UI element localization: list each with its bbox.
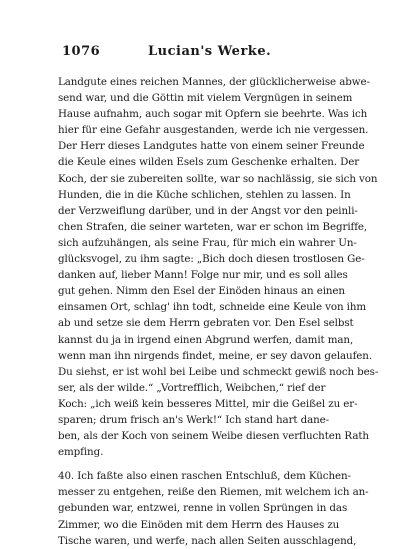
text-line: empfing. (58, 446, 104, 459)
body-text (58, 74, 379, 549)
text-line: chen Strafen, die seiner warteten, war er schon im Begriffe, (58, 220, 368, 233)
text-line: hier für eine Gefahr ausgestanden, werde ich nie vergessen. (58, 124, 369, 137)
text-line: sparen; drum frisch an's Werk!“ Ich stand hart dane- (58, 413, 330, 426)
text-line: ab und setze sie dem Herrn gebraten vor. Den Esel selbst (58, 317, 354, 330)
running-head: Lucian's Werke. (148, 44, 272, 59)
paragraph-1 (58, 74, 379, 460)
text-line: einsamen Ort, schlag' ihn todt, schneide eine Keule von ihm (58, 301, 367, 314)
text-line: Du siehst, er ist wohl bei Leibe und schmeckt gewiß noch bes- (58, 365, 379, 378)
text-line: glücksvogel, zu ihm sagte: „Bich doch diesen trostlosen Ge- (58, 253, 365, 266)
page-number: 1076 (62, 44, 101, 59)
text-line: Hause aufnahm, auch sogar mit Opfern sie beehrte. Was ich (58, 108, 368, 121)
text-line: Landgute eines reichen Mannes, der glücklicherweise abwe- (58, 76, 370, 88)
text-line: Koch, der sie zubereiten sollte, war so nachlässig, sie sich von (58, 172, 378, 185)
text-line: kannst du ja in irgend einen Abgrund werfen, damit man, (58, 333, 354, 346)
paragraph-2 (58, 468, 369, 548)
text-line: ser, als der wilde.“ „Vortrefflich, Weibchen,“ rief der (58, 381, 326, 394)
text-line: Zimmer, wo die Einöden mit dem Herrn des Hauses zu (58, 518, 340, 531)
text-line: gut gehen. Nimm den Esel der Einöden hinaus an einen (58, 285, 345, 298)
text-line: danken auf, lieber Mann! Folge nur mir, und es soll alles (58, 269, 348, 282)
page-header (62, 44, 362, 62)
text-line: 40. Ich faßte also einen raschen Entschluß, dem Küchen- (58, 470, 351, 483)
text-line: Koch: „ich weiß kein besseres Mittel, mir die Geißel zu er- (58, 397, 358, 410)
text-line: der Verzweiflung darüber, und in der Angst vor den peinli- (58, 204, 358, 217)
text-line: sich aufzuhängen, als seine Frau, für mich ein wahrer Un- (58, 236, 357, 249)
text-line: Hunden, die in die Küche schlichen, stehlen zu lassen. In (58, 188, 351, 201)
text-line: die Keule eines wilden Esels zum Geschenke erhalten. Der (58, 156, 360, 169)
text-line: Tische waren, und werfe, nach allen Seiten ausschlagend, (58, 534, 357, 547)
text-line: Der Herr dieses Landgutes hatte von einem seiner Freunde (58, 140, 365, 153)
text-line: wenn man ihn nirgends findet, meine, er sey davon gelaufen. (58, 349, 372, 362)
text-line: ben, als der Koch von seinem Weibe diesen verfluchten Rath (58, 430, 369, 443)
text-line: messer zu entgehen, reiße den Riemen, mit welchem ich an- (58, 486, 369, 499)
text-line: send war, und die Göttin mit vielem Vergnügen in seinem (58, 92, 353, 105)
paragraph-gap (58, 460, 364, 468)
text-line: gebunden war, entzwei, renne in vollen Sprüngen in das (58, 502, 348, 515)
